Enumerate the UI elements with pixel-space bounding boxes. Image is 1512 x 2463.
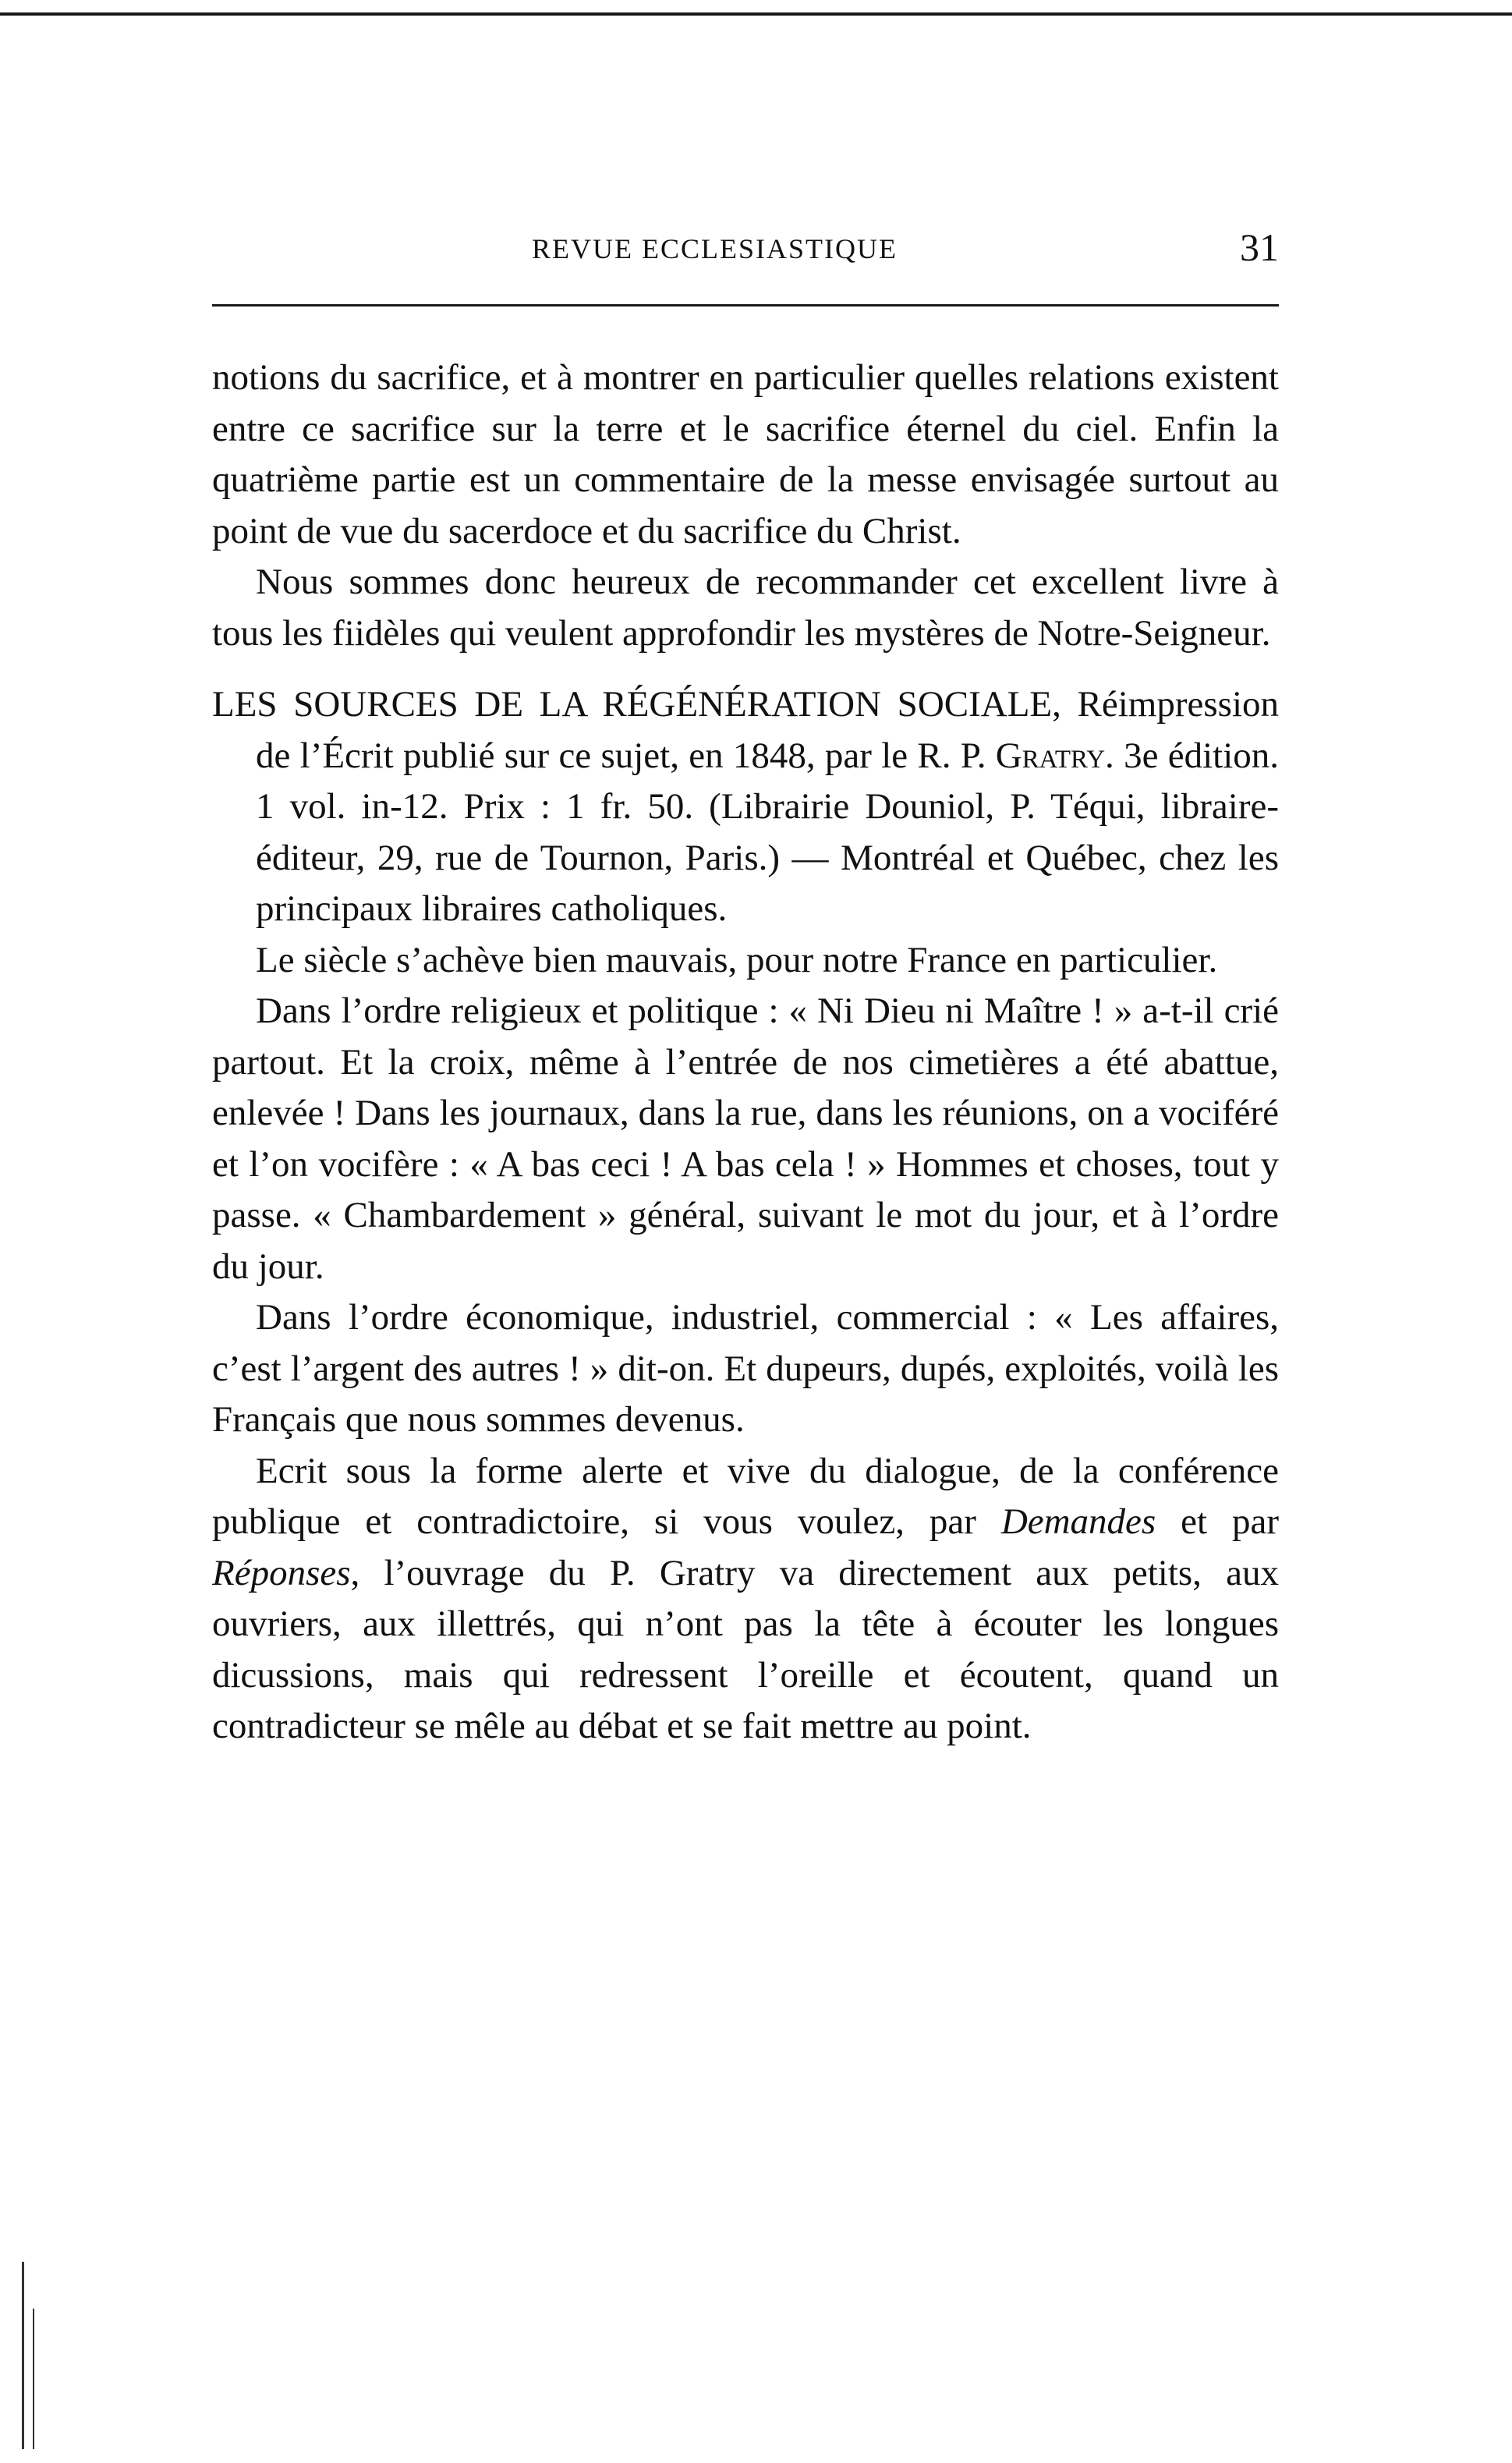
paragraph-ecrit-part-b: et par	[1181, 1501, 1280, 1542]
book-entry-details-2: . 3e édition. 1 vol. in-12. Prix : 1 fr. 50. (Librairie Douniol, P. Téqui, libraire-éditeur, 29, rue de Tournon, Paris.) — Montréal et Québec, chez les principaux libraires catholiques.	[256, 735, 1279, 929]
paragraph-ecrit-part-a: Ecrit sous la forme alerte et vive du dialogue, de la conférence publique et contradictoire, si vous voulez, par	[212, 1450, 1279, 1542]
italic-reponses: Réponses	[212, 1552, 351, 1593]
paragraph-ecrit-part-c: , l’ouvrage du P. Gratry va directement aux petits, aux ouvriers, aux illettrés, qui n’ont pas la tête à écouter les longues dicussions, mais qui redressent l’oreille et écoutent, quand un contradicteur se mêle au débat et se fait mettre au point.	[212, 1552, 1279, 1746]
book-page	[212, 218, 1280, 1746]
header-rule	[212, 304, 1279, 307]
main-text	[212, 353, 1279, 1752]
book-entry-author: Gratry	[995, 735, 1106, 776]
paragraph-ordre-economique: Dans l’ordre économique, industriel, commercial : « Les affaires, c’est l’argent des autres ! » dit-on. Et dupeurs, dupés, exploités, voilà les Français que nous sommes devenus.	[212, 1297, 1279, 1440]
paragraph-recommendation: Nous sommes donc heureux de recommander cet excellent livre à tous les fiidèles qui veulent approfondir les mystères de Notre-Seigneur.	[212, 562, 1279, 654]
page-number: 31	[1240, 225, 1279, 269]
paragraph-siecle: Le siècle s’achève bien mauvais, pour notre France en particulier.	[256, 939, 1218, 980]
journal-title: REVUE ECCLESIASTIQUE	[532, 233, 898, 264]
paragraph-ecrit	[212, 1446, 1279, 1752]
paragraph-continuation: notions du sacrifice, et à montrer en particulier quelles relations existent entre ce sacrifice sur la terre et le sacrifice éternel du ciel. Enfin la quatrième partie est un commentaire de la messe envisagée surtout au point de vue du sacerdoce et du sacrifice du Christ.	[212, 357, 1279, 551]
italic-demandes: Demandes	[1000, 1501, 1156, 1542]
left-margin-mark	[22, 2262, 24, 2449]
paragraph-ordre-religieux: Dans l’ordre religieux et politique : « Ni Dieu ni Maître ! » a-t-il crié partout. Et la croix, même à l’entrée de nos cimetières a été abattue, enlevée ! Dans les journaux, dans la rue, dans les réunions, on a vociféré et l’on vocifère : « A bas ceci ! A bas cela ! » Hommes et choses, tout y passe. « Chambardement » général, suivant le mot du jour, et à l’ordre du jour.	[212, 991, 1279, 1287]
left-margin-mark-2	[33, 2309, 34, 2449]
running-head	[212, 218, 1279, 281]
book-entry-title: LES SOURCES DE LA RÉGÉNÉRATION SOCIALE,	[212, 684, 1061, 725]
book-entry-details-1: Réimpression de l’Écrit publié sur ce sujet, en 1848, par le R. P.	[256, 684, 1280, 776]
book-entry	[212, 679, 1279, 935]
top-edge-rule	[0, 12, 1512, 16]
